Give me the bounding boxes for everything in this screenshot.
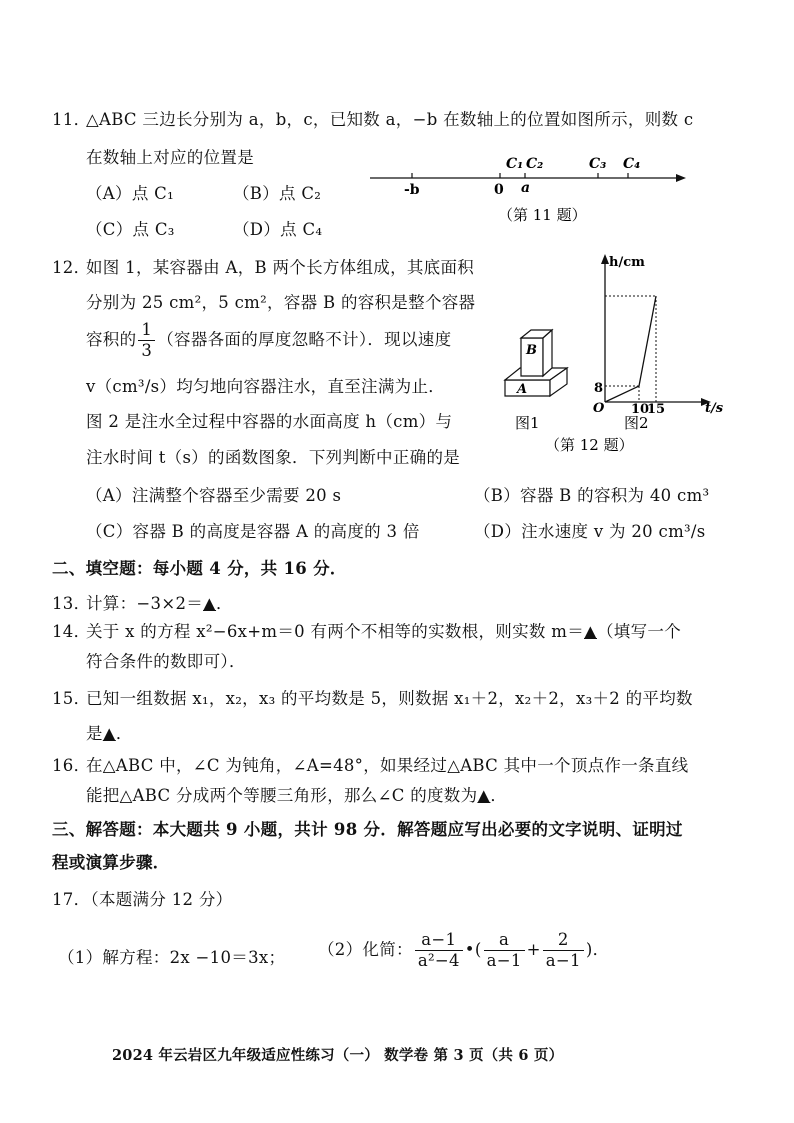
question-12-option-c: （C）容器 B 的高度是容器 A 的高度的 3 倍 (86, 522, 420, 541)
question-13-text: 计算：−3×2＝▲． (86, 594, 233, 613)
box-a-label: A (517, 382, 528, 397)
figure-11-caption: （第 11 题） (498, 206, 587, 224)
question-12-line6: 注水时间 t（s）的函数图象．下列判断中正确的是 (86, 448, 461, 467)
figure-1-label: 图1 (515, 414, 540, 432)
question-14-blank: ▲ (584, 622, 597, 641)
graph-origin: O (593, 401, 605, 416)
label-c3: C₃ (589, 156, 607, 172)
section-3-title-line2: 程或演算步骤． (52, 853, 170, 872)
question-11-option-d: （D）点 C₄ (233, 220, 323, 239)
number-line-figure (360, 148, 700, 230)
label-c4: C₄ (623, 156, 641, 172)
question-11-option-b: （B）点 C₂ (233, 184, 322, 203)
question-12-line5: 图 2 是注水全过程中容器的水面高度 h（cm）与 (86, 412, 453, 431)
graph-y-label: h/cm (609, 255, 645, 270)
graph-x-label: t/s (705, 401, 724, 416)
question-11-option-a: （A）点 C₁ (86, 184, 174, 203)
question-17-part-1: （1）解方程：2x −10＝3x； (58, 948, 286, 967)
figure-12-caption: （第 12 题） (545, 436, 634, 454)
question-16-line2: 能把△ABC 分成两个等腰三角形，那么∠C 的度数为▲． (86, 786, 508, 805)
label-zero: 0 (494, 182, 504, 198)
question-15-line2: 是▲． (86, 724, 133, 743)
question-12-line1: 如图 1，某容器由 A，B 两个长方体组成，其底面积 (86, 258, 475, 277)
figure-1-container (505, 330, 567, 396)
fraction-2-over-a-minus-1: $\frac{2}{a-1}$ (543, 930, 584, 971)
label-a: a (521, 180, 531, 196)
question-14-line1: 关于 x 的方程 x²−6x+m＝0 有两个不相等的实数根，则实数 m＝▲（填写一个 (86, 622, 681, 641)
box-b-label: B (526, 343, 537, 358)
question-16-blank: ▲ (477, 786, 491, 805)
label-neg-b: -b (404, 182, 420, 198)
question-16-number: 16． (52, 756, 91, 775)
question-11-option-c: （C）点 C₃ (86, 220, 175, 239)
section-3-title-line1: 三、解答题：本大题共 9 小题，共计 98 分．解答题应写出必要的文字说明、证明过 (52, 820, 683, 839)
question-17-header: 17．（本题满分 12 分） (52, 890, 233, 909)
question-11-text-line1: △ABC 三边长分别为 a，b，c，已知数 a，−b 在数轴上的位置如图所示，则数 c (86, 110, 694, 129)
number-line-arrow (676, 174, 686, 182)
question-12-line4: v（cm³/s）均匀地向容器注水，直至注满为止． (86, 377, 446, 396)
page-footer: 2024 年云岩区九年级适应性练习（一） 数学卷 第 3 页（共 6 页） (112, 1047, 564, 1064)
label-c2: C₂ (526, 156, 544, 172)
question-12-option-d: （D）注水速度 v 为 20 cm³/s (474, 522, 706, 541)
question-15-line1: 已知一组数据 x₁，x₂，x₃ 的平均数是 5，则数据 x₁＋2，x₂＋2，x₃＋2 的平均数 (86, 689, 693, 708)
question-16-line1: 在△ABC 中，∠C 为钝角，∠A=48°，如果经过△ABC 其中一个顶点作一条直线 (86, 756, 689, 775)
graph-y-tick-8: 8 (594, 381, 604, 396)
question-12-option-b: （B）容器 B 的容积为 40 cm³ (474, 486, 710, 505)
question-12-line3: 容积的 $\frac{1}{3}$ （容器各面的厚度忽略不计）．现以速度 (86, 320, 452, 360)
label-c1: C₁ (506, 156, 524, 172)
container-figure (495, 252, 735, 462)
fraction-one-third: $\frac{1}{3}$ (138, 320, 155, 361)
figure-2-label: 图2 (624, 414, 649, 432)
question-14-number: 14． (52, 622, 91, 641)
question-14-line2: 符合条件的数即可）． (86, 652, 246, 671)
graph-x-tick-15: 15 (647, 402, 666, 417)
question-12-option-a: （A）注满整个容器至少需要 20 s (86, 486, 342, 505)
question-12-number: 12． (52, 258, 91, 277)
question-11-text-line2: 在数轴上对应的位置是 (86, 148, 254, 167)
section-2-title: 二、填空题：每小题 4 分，共 16 分． (52, 559, 347, 578)
question-17-part-2: （2）化简： $\frac{a-1}{\text{a²−4}}$ •( $\frac{a}{a-1}$ + $\frac{2}{a-1}$ )． (318, 930, 610, 970)
question-15-blank: ▲ (102, 724, 116, 743)
graph-x-tick-10: 10 (631, 402, 650, 417)
question-13-blank: ▲ (203, 594, 217, 613)
question-15-number: 15． (52, 689, 91, 708)
fraction-a-minus-1-over-a2-minus-4: $\frac{a-1}{\text{a²−4}}$ (415, 930, 463, 971)
fraction-a-over-a-minus-1: $\frac{a}{a-1}$ (484, 930, 525, 971)
question-13-number: 13． (52, 594, 91, 613)
question-12-line2: 分别为 25 cm²，5 cm²，容器 B 的容积是整个容器 (86, 293, 476, 312)
question-11-number: 11． (52, 110, 91, 129)
